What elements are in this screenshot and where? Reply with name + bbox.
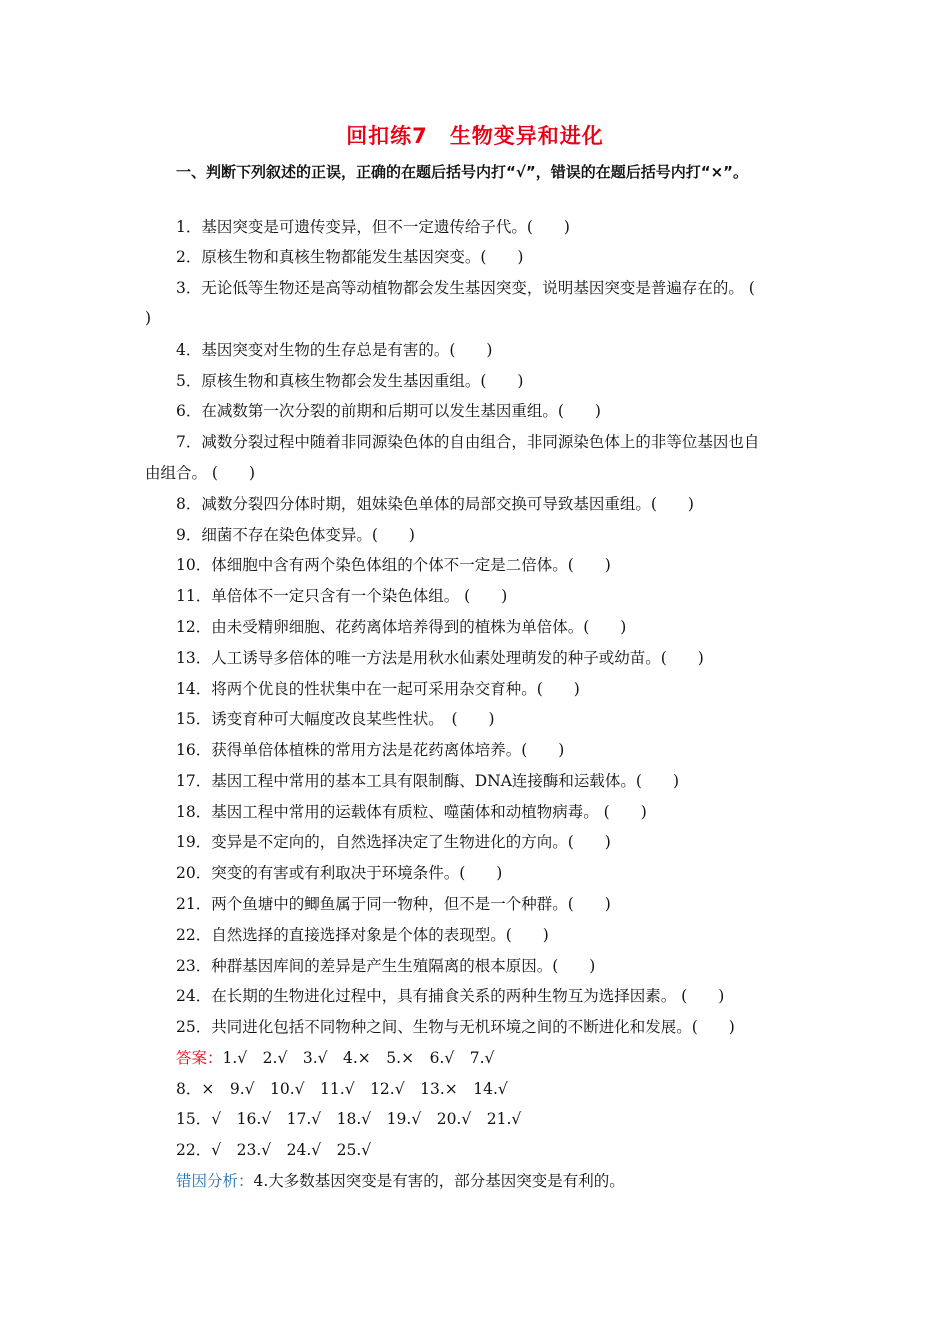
question-line: 7．减数分裂过程中随着非同源染色体的自由组合，非同源染色体上的非等位基因也自 (176, 433, 760, 451)
question-line: 18．基因工程中常用的运载体有质粒、噬菌体和动植物病毒。 ( ) (176, 803, 647, 821)
title-part-1: 回扣练7 (346, 124, 428, 148)
question-line: 9．细菌不存在染色体变异。( ) (176, 526, 415, 544)
answer-label: 答案： (176, 1049, 223, 1067)
question-line: 14．将两个优良的性状集中在一起可采用杂交育种。( ) (176, 680, 580, 698)
question-line: 2．原核生物和真核生物都能发生基因突变。( ) (176, 248, 524, 266)
question-line: 13．人工诱导多倍体的唯一方法是用秋水仙素处理萌发的种子或幼苗。( ) (176, 649, 704, 667)
answer-line: 15．√ 16.√ 17.√ 18.√ 19.√ 20.√ 21.√ (176, 1110, 522, 1128)
question-line: 24．在长期的生物进化过程中，具有捕食关系的两种生物互为选择因素。 ( ) (176, 987, 725, 1005)
question-line: 23．种群基因库间的差异是产生生殖隔离的根本原因。( ) (176, 957, 596, 975)
question-line: 20．突变的有害或有利取决于环境条件。( ) (176, 864, 503, 882)
question-line: 10．体细胞中含有两个染色体组的个体不一定是二倍体。( ) (176, 556, 611, 574)
title-part-2: 生物变异和进化 (449, 124, 604, 148)
question-line: 15．诱变育种可大幅度改良某些性状。 ( ) (176, 710, 495, 728)
question-line: 22．自然选择的直接选择对象是个体的表现型。( ) (176, 926, 549, 944)
question-line: 5．原核生物和真核生物都会发生基因重组。( ) (176, 372, 524, 390)
question-line: 1．基因突变是可遗传变异，但不一定遗传给子代。( ) (176, 218, 570, 236)
analysis-line (176, 1166, 625, 1196)
question-line: 19．变异是不定向的，自然选择决定了生物进化的方向。( ) (176, 833, 611, 851)
question-line: 21．两个鱼塘中的鲫鱼属于同一物种，但不是一个种群。( ) (176, 895, 611, 913)
question-line: 4．基因突变对生物的生存总是有害的。( ) (176, 341, 493, 359)
instruction-text: 一、判断下列叙述的正误，正确的在题后括号内打“√”，错误的在题后括号内打“×”。 (176, 163, 749, 181)
question-line: 17．基因工程中常用的基本工具有限制酶、DNA连接酶和运载体。( ) (176, 772, 680, 790)
question-line: 3．无论低等生物还是高等动植物都会发生基因突变，说明基因突变是普遍存在的。 ( (176, 279, 755, 297)
question-line: 8．减数分裂四分体时期，姐妹染色单体的局部交换可导致基因重组。( ) (176, 495, 694, 513)
question-line: 25．共同进化包括不同物种之间、生物与无机环境之间的不断进化和发展。( ) (176, 1018, 735, 1036)
page-title (0, 120, 950, 150)
analysis-label: 错因分析： (176, 1172, 254, 1190)
answer-line: 8．× 9.√ 10.√ 11.√ 12.√ 13.× 14.√ (176, 1080, 508, 1098)
question-line: 由组合。 ( ) (145, 464, 256, 482)
answer-line: 22．√ 23.√ 24.√ 25.√ (176, 1141, 372, 1159)
question-line: 11．单倍体不一定只含有一个染色体组。 ( ) (176, 587, 508, 605)
analysis-text: 4.大多数基因突变是有害的，部分基因突变是有利的。 (253, 1172, 625, 1190)
answer-line: 答案：1.√ 2.√ 3.√ 4.× 5.× 6.√ 7.√ (176, 1049, 495, 1067)
question-line: 16．获得单倍体植株的常用方法是花药离体培养。( ) (176, 741, 565, 759)
question-line: ) (145, 309, 152, 327)
question-line: 12．由未受精卵细胞、花药离体培养得到的植株为单倍体。( ) (176, 618, 627, 636)
question-line: 6．在减数第一次分裂的前期和后期可以发生基因重组。( ) (176, 402, 601, 420)
